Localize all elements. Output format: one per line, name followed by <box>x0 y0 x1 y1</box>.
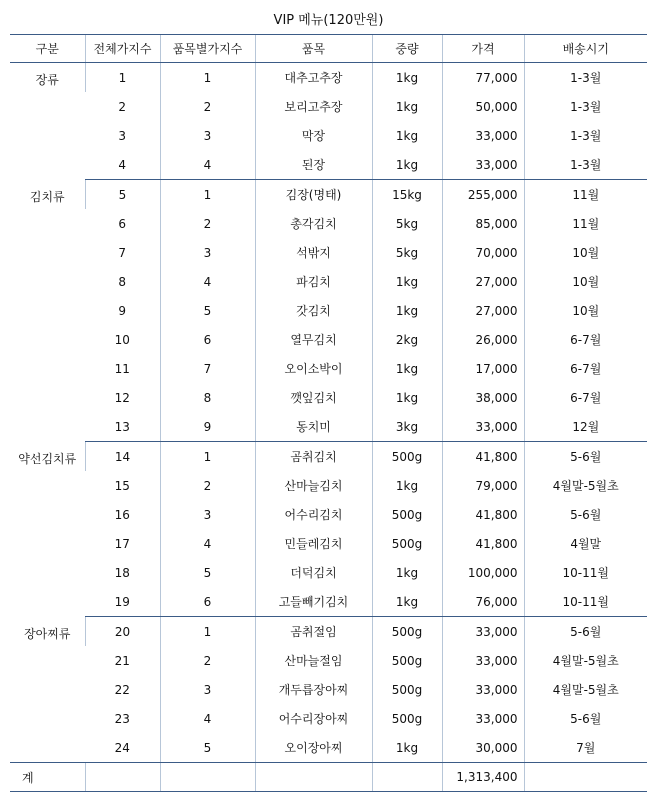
delivery-period-cell: 10월 <box>524 238 647 267</box>
price-cell: 50,000 <box>442 92 524 121</box>
price-cell: 255,000 <box>442 180 524 210</box>
item-name-cell: 깻잎김치 <box>255 383 372 412</box>
table-row <box>10 704 647 733</box>
item-index-cell: 2 <box>160 209 255 238</box>
item-index-cell: 6 <box>160 325 255 354</box>
item-name-cell: 보리고추장 <box>255 92 372 121</box>
table-row <box>10 296 647 325</box>
total-index-cell: 6 <box>118 216 127 231</box>
delivery-period-cell: 5-6월 <box>524 617 647 647</box>
price-cell: 79,000 <box>442 471 524 500</box>
total-index-cell: 15 <box>114 478 130 493</box>
item-name-cell: 민들레김치 <box>255 529 372 558</box>
total-index-cell: 24 <box>85 733 160 763</box>
total-row <box>10 763 647 792</box>
price-cell: 26,000 <box>442 325 524 354</box>
delivery-period-cell: 5-6월 <box>524 442 647 472</box>
price-cell: 100,000 <box>442 558 524 587</box>
item-name-cell: 열무김치 <box>255 325 372 354</box>
price-cell: 41,800 <box>442 500 524 529</box>
table-row <box>10 209 647 238</box>
total-price: 1,313,400 <box>442 763 524 792</box>
weight-cell: 1kg <box>372 296 442 325</box>
delivery-period-cell: 10-11월 <box>524 587 647 617</box>
item-name-cell: 갓김치 <box>255 296 372 325</box>
category-cell: 약선김치류 <box>18 451 77 466</box>
item-name-cell: 오이소박이 <box>255 354 372 383</box>
delivery-period-cell: 4월말-5월초 <box>524 675 647 704</box>
price-cell: 17,000 <box>442 354 524 383</box>
item-name-cell: 동치미 <box>255 412 372 442</box>
total-cell <box>160 763 255 792</box>
item-index-cell: 4 <box>160 150 255 180</box>
header-weight: 중량 <box>372 35 442 63</box>
weight-cell: 1kg <box>372 150 442 180</box>
total-index-cell: 19 <box>85 587 160 617</box>
item-index-cell: 5 <box>160 296 255 325</box>
weight-cell: 15kg <box>372 180 442 210</box>
price-cell: 33,000 <box>442 150 524 180</box>
header-category: 구분 <box>10 35 85 63</box>
item-name-cell: 어수리장아찌 <box>255 704 372 733</box>
price-cell: 33,000 <box>442 617 524 647</box>
delivery-period-cell: 6-7월 <box>524 354 647 383</box>
item-index-cell: 2 <box>160 92 255 121</box>
table-row <box>10 675 647 704</box>
delivery-period-cell: 6-7월 <box>524 383 647 412</box>
delivery-period-cell: 10-11월 <box>524 558 647 587</box>
price-cell: 38,000 <box>442 383 524 412</box>
item-index-cell: 4 <box>160 267 255 296</box>
item-index-cell: 7 <box>160 354 255 383</box>
delivery-period-cell: 12월 <box>524 412 647 442</box>
item-index-cell: 9 <box>160 412 255 442</box>
total-index-cell: 4 <box>85 150 160 180</box>
table-row <box>10 558 647 587</box>
table-row <box>10 471 647 500</box>
weight-cell: 1kg <box>372 63 442 93</box>
delivery-period-cell: 1-3월 <box>524 63 647 93</box>
table-row <box>10 325 647 354</box>
page-title: VIP 메뉴(120만원) <box>273 13 384 28</box>
item-name-cell: 더덕김치 <box>255 558 372 587</box>
header-price: 가격 <box>442 35 524 63</box>
item-index-cell: 1 <box>160 180 255 210</box>
table-row <box>10 412 647 442</box>
item-name-cell: 된장 <box>255 150 372 180</box>
item-index-cell: 3 <box>160 675 255 704</box>
table-row <box>10 63 647 93</box>
weight-cell: 1kg <box>372 383 442 412</box>
price-cell: 33,000 <box>442 704 524 733</box>
category-cell: 김치류 <box>29 189 65 204</box>
weight-cell: 1kg <box>372 587 442 617</box>
total-index-cell: 21 <box>114 653 130 668</box>
delivery-period-cell: 5-6월 <box>524 500 647 529</box>
weight-cell: 500g <box>372 704 442 733</box>
item-index-cell: 3 <box>160 238 255 267</box>
price-cell: 85,000 <box>442 209 524 238</box>
weight-cell: 1kg <box>372 121 442 150</box>
item-name-cell: 고들빼기김치 <box>255 587 372 617</box>
table-row <box>10 587 647 617</box>
delivery-period-cell: 1-3월 <box>524 150 647 180</box>
weight-cell: 500g <box>372 529 442 558</box>
table-row <box>10 180 647 210</box>
price-cell: 27,000 <box>442 267 524 296</box>
weight-cell: 1kg <box>372 92 442 121</box>
delivery-period-cell: 1-3월 <box>524 121 647 150</box>
item-index-cell: 1 <box>160 63 255 93</box>
weight-cell: 5kg <box>372 209 442 238</box>
total-index-cell: 8 <box>118 274 127 289</box>
item-name-cell: 총각김치 <box>255 209 372 238</box>
price-cell: 41,800 <box>442 442 524 472</box>
item-index-cell: 5 <box>160 733 255 763</box>
table-row <box>10 354 647 383</box>
delivery-period-cell: 1-3월 <box>524 92 647 121</box>
weight-cell: 500g <box>372 617 442 647</box>
item-name-cell: 막장 <box>255 121 372 150</box>
table-row <box>10 617 647 647</box>
delivery-period-cell: 11월 <box>524 209 647 238</box>
table-row <box>10 646 647 675</box>
price-cell: 33,000 <box>442 412 524 442</box>
weight-cell: 1kg <box>372 733 442 763</box>
category-cell: 장류 <box>35 73 59 87</box>
table-row <box>10 92 647 121</box>
item-name-cell: 곰취절임 <box>255 617 372 647</box>
menu-table <box>10 34 647 792</box>
total-index-cell: 17 <box>114 536 130 551</box>
weight-cell: 500g <box>372 500 442 529</box>
category-cell: 장아찌류 <box>24 626 71 641</box>
table-row <box>10 733 647 763</box>
delivery-period-cell: 4월말-5월초 <box>524 471 647 500</box>
item-index-cell: 5 <box>160 558 255 587</box>
total-label: 계 <box>10 763 85 792</box>
total-cell <box>372 763 442 792</box>
total-index-cell: 1 <box>85 63 160 93</box>
table-row <box>10 383 647 412</box>
header-item-count: 품목별가지수 <box>160 35 255 63</box>
price-cell: 33,000 <box>442 675 524 704</box>
total-index-cell: 23 <box>114 711 130 726</box>
weight-cell: 1kg <box>372 354 442 383</box>
header-total-count: 전체가지수 <box>85 35 160 63</box>
delivery-period-cell: 11월 <box>524 180 647 210</box>
total-index-cell: 22 <box>114 682 130 697</box>
item-name-cell: 산마늘절임 <box>255 646 372 675</box>
weight-cell: 2kg <box>372 325 442 354</box>
item-index-cell: 6 <box>160 587 255 617</box>
header-item: 품목 <box>255 35 372 63</box>
item-index-cell: 1 <box>160 617 255 647</box>
price-cell: 33,000 <box>442 121 524 150</box>
total-index-cell: 9 <box>118 303 127 318</box>
delivery-period-cell: 5-6월 <box>524 704 647 733</box>
weight-cell: 1kg <box>372 471 442 500</box>
item-index-cell: 4 <box>160 529 255 558</box>
price-cell: 70,000 <box>442 238 524 267</box>
table-row <box>10 121 647 150</box>
weight-cell: 5kg <box>372 238 442 267</box>
price-cell: 77,000 <box>442 63 524 93</box>
total-index-cell: 16 <box>114 507 130 522</box>
total-index-cell: 18 <box>114 565 130 580</box>
item-name-cell: 오이장아찌 <box>255 733 372 763</box>
weight-cell: 1kg <box>372 558 442 587</box>
delivery-period-cell: 10월 <box>524 267 647 296</box>
table-row <box>10 500 647 529</box>
total-cell <box>85 763 160 792</box>
delivery-period-cell: 6-7월 <box>524 325 647 354</box>
total-index-cell: 3 <box>118 128 127 143</box>
item-name-cell: 김장(명태) <box>255 180 372 210</box>
total-index-cell: 12 <box>114 390 130 405</box>
total-index-cell: 14 <box>85 442 160 472</box>
total-index-cell: 20 <box>85 617 160 647</box>
item-name-cell: 곰취김치 <box>255 442 372 472</box>
table-row <box>10 238 647 267</box>
item-index-cell: 3 <box>160 121 255 150</box>
table-row <box>10 529 647 558</box>
total-index-cell: 5 <box>85 180 160 210</box>
item-name-cell: 대추고추장 <box>255 63 372 93</box>
item-index-cell: 2 <box>160 646 255 675</box>
total-index-cell: 11 <box>114 361 130 376</box>
item-name-cell: 석밖지 <box>255 238 372 267</box>
table-row <box>10 442 647 472</box>
weight-cell: 500g <box>372 442 442 472</box>
table-row <box>10 150 647 180</box>
price-cell: 30,000 <box>442 733 524 763</box>
price-cell: 27,000 <box>442 296 524 325</box>
item-index-cell: 3 <box>160 500 255 529</box>
price-cell: 33,000 <box>442 646 524 675</box>
item-name-cell: 산마늘김치 <box>255 471 372 500</box>
delivery-period-cell: 10월 <box>524 296 647 325</box>
item-index-cell: 4 <box>160 704 255 733</box>
delivery-period-cell: 4월말-5월초 <box>524 646 647 675</box>
delivery-period-cell: 4월말 <box>524 529 647 558</box>
weight-cell: 500g <box>372 675 442 704</box>
weight-cell: 1kg <box>372 267 442 296</box>
header-row <box>10 35 647 63</box>
header-delivery: 배송시기 <box>524 35 647 63</box>
item-name-cell: 파김치 <box>255 267 372 296</box>
item-index-cell: 1 <box>160 442 255 472</box>
total-index-cell: 7 <box>118 245 127 260</box>
table-row <box>10 267 647 296</box>
total-cell <box>255 763 372 792</box>
weight-cell: 3kg <box>372 412 442 442</box>
total-cell <box>524 763 647 792</box>
price-cell: 76,000 <box>442 587 524 617</box>
delivery-period-cell: 7월 <box>524 733 647 763</box>
weight-cell: 500g <box>372 646 442 675</box>
total-index-cell: 2 <box>118 99 127 114</box>
total-index-cell: 13 <box>85 412 160 442</box>
item-index-cell: 2 <box>160 471 255 500</box>
item-name-cell: 어수리김치 <box>255 500 372 529</box>
item-index-cell: 8 <box>160 383 255 412</box>
price-cell: 41,800 <box>442 529 524 558</box>
total-index-cell: 10 <box>114 332 130 347</box>
item-name-cell: 개두릅장아찌 <box>255 675 372 704</box>
